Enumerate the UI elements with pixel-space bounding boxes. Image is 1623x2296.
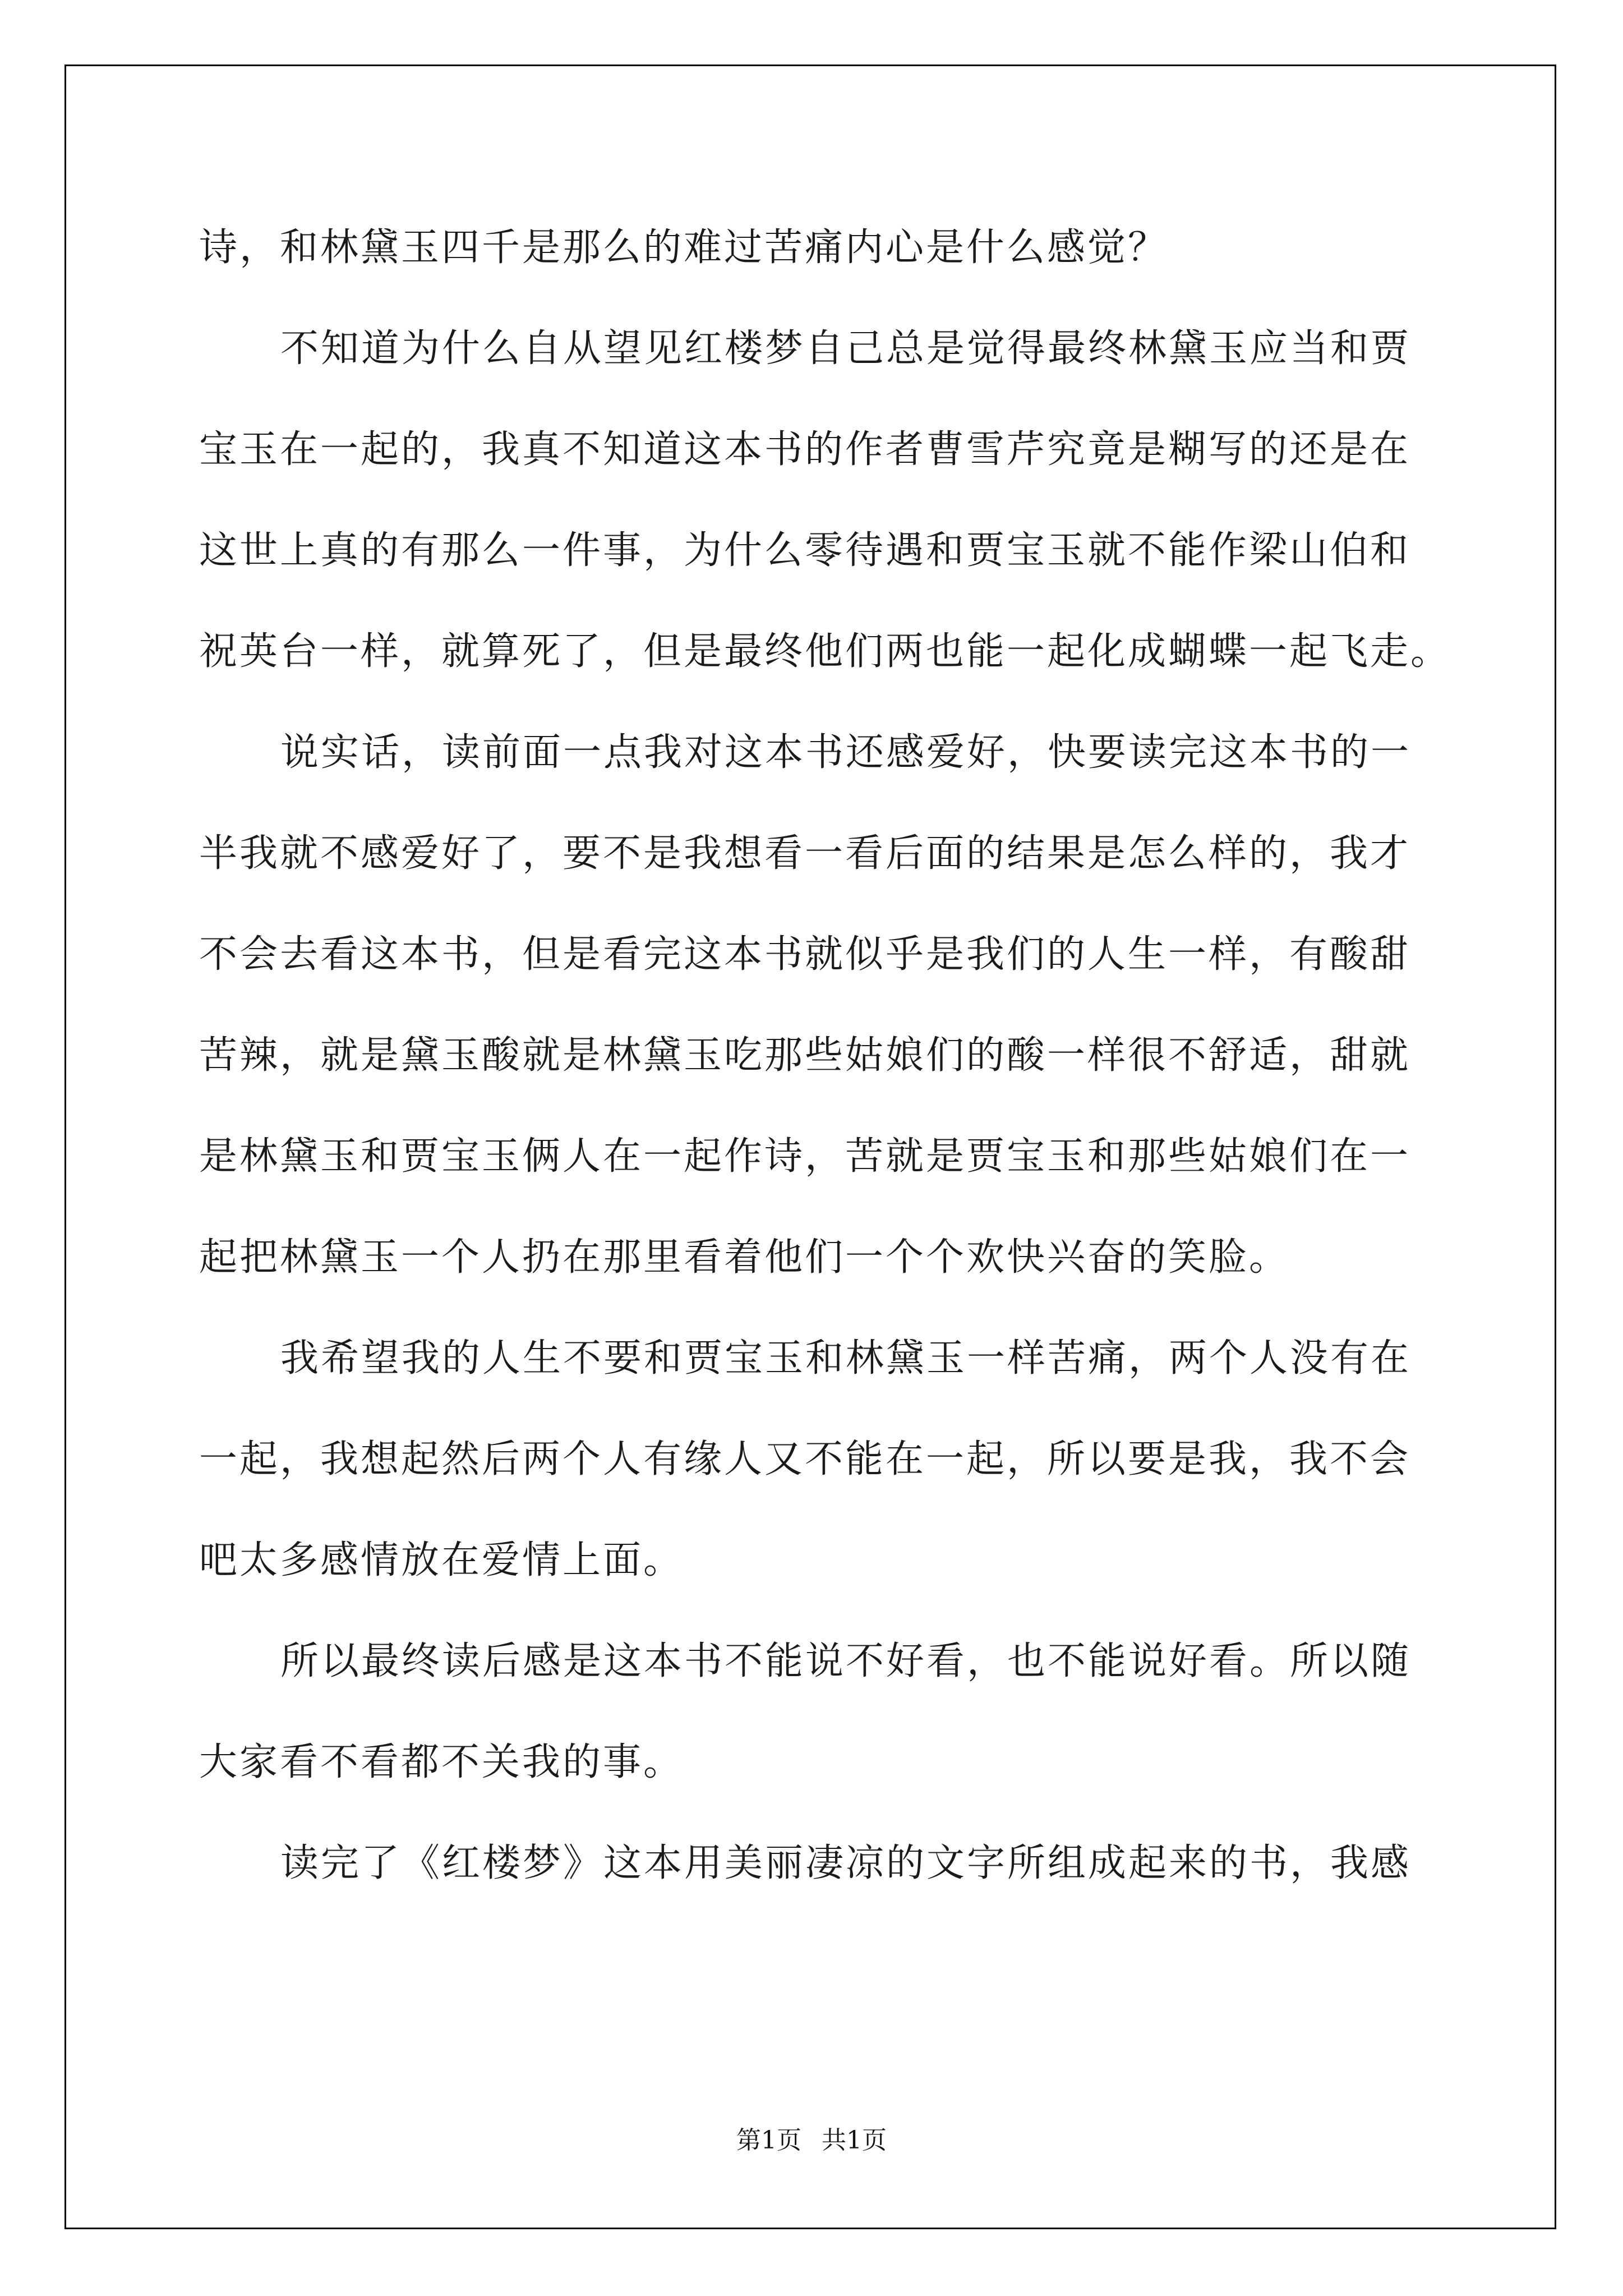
text-line: 诗，和林黛玉四千是那么的难过苦痛内心是什么感觉？	[199, 226, 1169, 270]
text-line: 半我就不感爱好了，要不是我想看一看后面的结果是怎么样的，我才	[199, 831, 1411, 876]
text-line: 不会去看这本书，但是看完这本书就似乎是我们的人生一样，有酸甜	[199, 932, 1411, 977]
paragraph-start-line: 读完了《红楼梦》这本用美丽凄凉的文字所组成起来的书，我感	[280, 1841, 1412, 1885]
text-line: 苦辣，就是黛玉酸就是林黛玉吃那些姑娘们的酸一样很不舒适，甜就	[199, 1033, 1411, 1078]
text-line: 一起，我想起然后两个人有缘人又不能在一起，所以要是我，我不会	[199, 1437, 1411, 1481]
text-line: 大家看不看都不关我的事。	[199, 1740, 684, 1784]
text-line: 吧太多感情放在爱情上面。	[199, 1538, 684, 1582]
page-total: 共1页	[822, 2126, 887, 2155]
paragraph-start-line: 我希望我的人生不要和贾宝玉和林黛玉一样苦痛，两个人没有在	[280, 1336, 1412, 1381]
paragraph-start-line: 不知道为什么自从望见红楼梦自己总是觉得最终林黛玉应当和贾	[280, 326, 1412, 371]
paragraph-start-line: 所以最终读后感是这本书不能说不好看，也不能说好看。所以随	[280, 1639, 1412, 1683]
text-line: 起把林黛玉一个人扔在那里看着他们一个个欢快兴奋的笑脸。	[199, 1235, 1290, 1280]
text-line: 宝玉在一起的，我真不知道这本书的作者曹雪芹究竟是糊写的还是在	[199, 427, 1411, 472]
page-footer	[0, 2124, 1623, 2157]
paragraph-start-line: 说实话，读前面一点我对这本书还感爱好，快要读完这本书的一	[280, 730, 1412, 775]
text-line: 是林黛玉和贾宝玉俩人在一起作诗，苦就是贾宝玉和那些姑娘们在一	[199, 1134, 1411, 1179]
page-number: 第1页	[736, 2126, 801, 2155]
text-line: 祝英台一样，就算死了，但是最终他们两也能一起化成蝴蝶一起飞走。	[199, 629, 1451, 674]
text-line: 这世上真的有那么一件事，为什么零待遇和贾宝玉就不能作梁山伯和	[199, 528, 1411, 573]
